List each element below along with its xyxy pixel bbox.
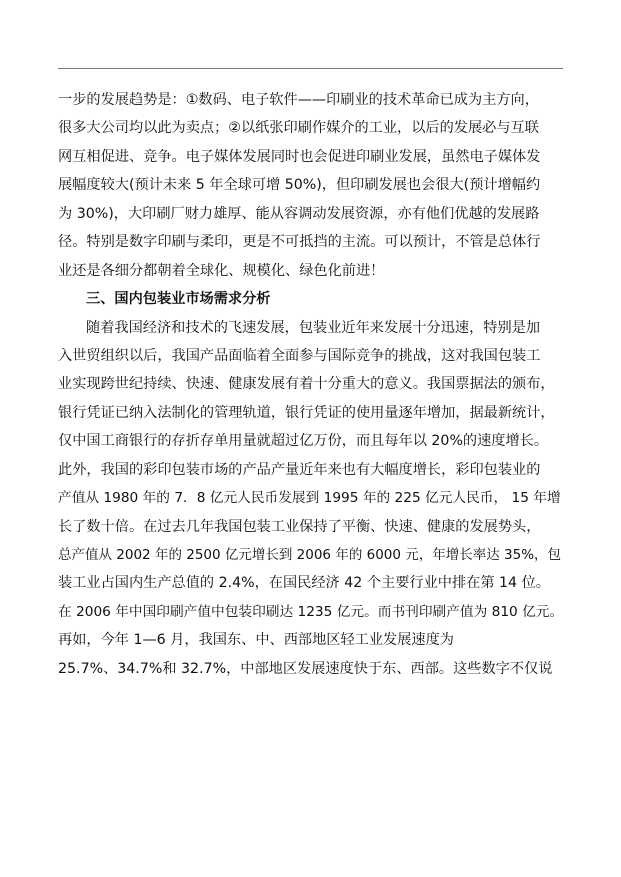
paragraph-line: 在 2006 年中国印刷产值中包装印刷达 1235 亿元。而书刊印刷产值为 810 亿元。 [58, 603, 564, 620]
paragraph-line: 仅中国工商银行的存折存单用量就超过亿万份，而且每年以 20%的速度增长。 [58, 433, 549, 450]
paragraph-line: 径。特别是数字印刷与柔印，更是不可抵挡的主流。可以预计，不管是总体行 [58, 234, 541, 251]
paragraph-line: 随着我国经济和技术的飞速发展，包装业近年来发展十分迅速，特别是加 [86, 319, 541, 336]
paragraph-line: 业还是各细分都朝着全球化、规模化、绿色化前进！ [58, 262, 385, 279]
paragraph-line: 业实现跨世纪持续、快速、健康发展有着十分重大的意义。我国票据法的颁布， [58, 376, 555, 393]
paragraph-line: 展幅度较大(预计未来 5 年全球可增 50%)，但印刷发展也会很大(预计增幅约 [58, 177, 541, 194]
paragraph-line: 入世贸组织以后，我国产品面临着全面参与国际竞争的挑战，这对我国包装工 [58, 347, 541, 364]
header-rule [58, 68, 563, 69]
paragraph-line: 网互相促进、竞争。电子媒体发展同时也会促进印刷业发展，虽然电子媒体发 [58, 148, 541, 165]
paragraph-line: 一步的发展趋势是：①数码、电子软件——印刷业的技术革命已成为主方向， [58, 92, 539, 108]
document-body [58, 86, 563, 683]
paragraph-line: 很多大公司均以此为卖点；②以纸张印刷作媒介的工业，以后的发展必与互联 [58, 120, 539, 137]
paragraph-line: 长了数十倍。在过去几年我国包装工业保持了平衡、快速、健康的发展势头， [58, 518, 541, 535]
paragraph-line: 25.7%、34.7%和 32.7%，中部地区发展速度快于东、西部。这些数字不仅说 [58, 660, 553, 677]
paragraph-line: 此外，我国的彩印包装市场的产品产量近年来也有大幅度增长，彩印包装业的 [58, 461, 541, 478]
section-heading: 三、国内包装业市场需求分析 [86, 291, 271, 308]
paragraph-line: 为 30%)，大印刷厂财力雄厚、能从容调动发展资源，亦有他们优越的发展路 [58, 205, 540, 222]
paragraph-line: 装工业占国内生产总值的 2.4%，在国民经济 42 个主要行业中排在第 14 位。 [58, 575, 550, 592]
paragraph-line: 再如，今年 1—6 月，我国东、中、西部地区轻工业发展速度为 [58, 632, 454, 649]
paragraph-line: 产值从 1980 年的 7．8 亿元人民币发展到 1995 年的 225 亿元人民币， 15 年增 [58, 490, 561, 507]
paragraph-line: 银行凭证已纳入法制化的管理轨道，银行凭证的使用量逐年增加，据最新统计， [58, 404, 555, 421]
paragraph-line: 总产值从 2002 年的 2500 亿元增长到 2006 年的 6000 元，年增长率达 35%，包 [58, 547, 562, 563]
